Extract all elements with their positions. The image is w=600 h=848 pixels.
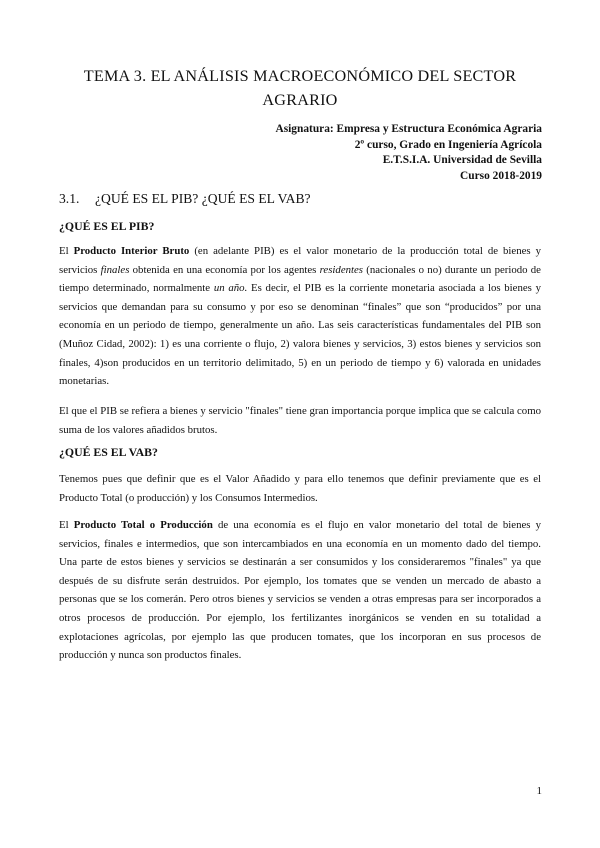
page-number: 1 bbox=[536, 785, 542, 797]
italic-term: un año. bbox=[213, 282, 248, 295]
section-heading bbox=[59, 191, 311, 207]
text-run: El bbox=[59, 519, 74, 531]
text-run: (en adelante PIB) es el valor monetario de la producción total de bienes y servicios bbox=[59, 245, 541, 276]
course-info bbox=[275, 122, 542, 184]
pib-paragraph-1 bbox=[59, 242, 541, 391]
section-title: ¿QUÉ ES EL PIB? ¿QUÉ ES EL VAB? bbox=[95, 191, 311, 206]
text-run: de una economía es el flujo en valor monetario del total de bienes y servicios, finales e intermedios, que son intercambiados en una economía en un momento dado del tiempo. Una parte de estos bienes y servicios se destinarán a ser consumidos y los consideraremos "finales" ya que después de su disfrute serán destruidos. Por ejemplo, los tomates que se venden un mercado de abasto a personas que se los comerán. Pero otros bienes y servicios se venden a otras empresas para ser incorporados a otros procesos de producción. Por ejemplo, los fertilizantes inorgánicos se venden en su totalidad a explotaciones agrícolas, por ejemplo las que producen tomates, que los incorporan en sus procesos de producción y nunca son productos finales. bbox=[59, 519, 541, 662]
vab-paragraph-2 bbox=[59, 516, 541, 665]
italic-term: finales bbox=[100, 263, 130, 276]
section-number: 3.1. bbox=[59, 191, 80, 206]
year-line: Curso 2018-2019 bbox=[460, 169, 542, 182]
document-title bbox=[60, 64, 540, 112]
subject-line: Asignatura: Empresa y Estructura Económica Agraria bbox=[275, 123, 542, 135]
vab-heading: ¿QUÉ ES EL VAB? bbox=[59, 445, 158, 459]
italic-term: residentes bbox=[319, 263, 364, 276]
pib-heading: ¿QUÉ ES EL PIB? bbox=[59, 219, 155, 233]
title-line-2: AGRARIO bbox=[262, 91, 338, 109]
text-run: Es decir, el PIB es la corriente monetaria asociada a los bienes y servicios que demandan para su consumo y por eso se denominan “finales” que son “producidos” por una economía en un periodo de tiempo, generalmente un año. Las seis características fundamentales del PIB son (Muñoz Cidad, 2002): 1) es una corriente o flujo, 2) valora bienes y servicios, 3) estos bienes y servicios son finales, 4)son producidos en un territorio delimitado, 5) en un periodo de tiempo y 6) valorada en unidades monetarias. bbox=[59, 282, 542, 388]
bold-term: Producto Total o Producción bbox=[73, 519, 213, 531]
pib-paragraph-2: El que el PIB se refiera a bienes y servicio "finales" tiene gran importancia porque implica que se calcula como suma de los valores añadidos brutos. bbox=[59, 405, 541, 436]
text-run: obtenida en una economía por los agentes bbox=[129, 263, 320, 276]
bold-term: Producto Interior Bruto bbox=[73, 245, 190, 257]
text-run: (nacionales o no) durante un periodo de tiempo determinado, normalmente bbox=[59, 263, 541, 295]
title-line-1: TEMA 3. EL ANÁLISIS MACROECONÓMICO DEL SECTOR bbox=[83, 67, 517, 85]
school-line: E.T.S.I.A. Universidad de Sevilla bbox=[382, 154, 542, 167]
course-line: 2º curso, Grado en Ingeniería Agrícola bbox=[354, 138, 542, 151]
vab-paragraph-1: Tenemos pues que definir que es el Valor Añadido y para ello tenemos que definir previamente que es el Producto Total (o producción) y los Consumos Intermedios. bbox=[59, 473, 541, 504]
text-run: El bbox=[59, 245, 74, 257]
